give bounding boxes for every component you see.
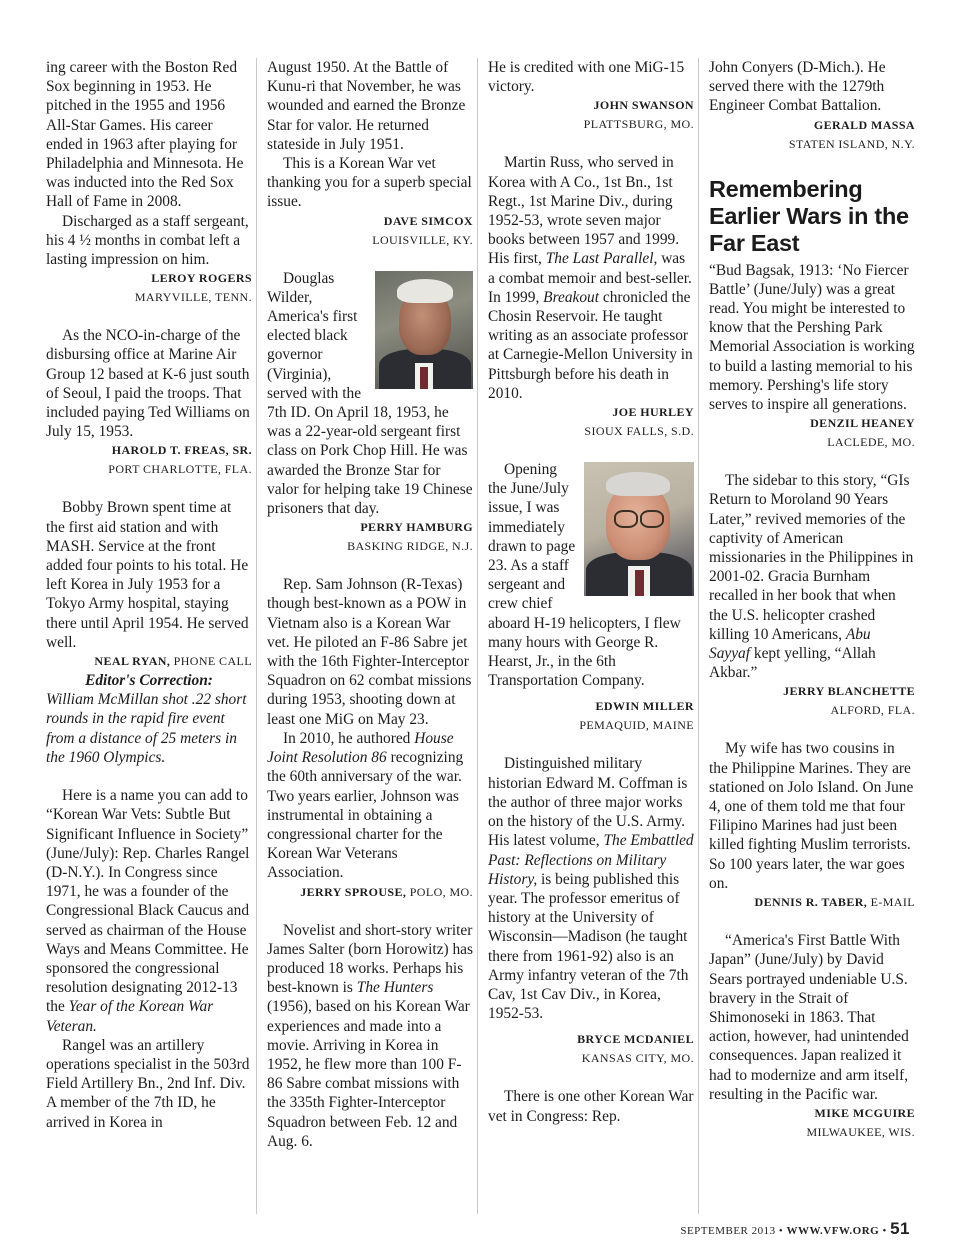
signature-name: NEAL RYAN, — [94, 654, 171, 669]
letter-signature — [46, 652, 252, 671]
letter-paragraph: “America's First Battle With Japan” (June/July) by David Sears portrayed undeniable U.S. bravery in the Strait of Shimonoseki in 1863. That action, however, had unintended consequences. Japan realized it had to modernize and arm itself, resulting in the Pacific war. — [709, 932, 909, 1103]
letter-location: PORT CHARLOTTE, FLA. — [108, 462, 252, 477]
letter-location: MARYVILLE, TENN. — [134, 290, 252, 305]
letter-signature: DENZIL HEANEY — [810, 416, 915, 431]
letter-location: LACLEDE, MO. — [827, 435, 915, 450]
signature-name: DENNIS R. TABER, — [754, 895, 868, 910]
signature-source: PHONE CALL — [173, 654, 252, 669]
letter-signature: JOHN SWANSON — [593, 98, 694, 113]
letter-location: BASKING RIDGE, N.J. — [347, 539, 473, 554]
letter-signature: HAROLD T. FREAS, SR. — [111, 443, 252, 458]
letter-paragraph: ing career with the Boston Red Sox beginning in 1953. He pitched in the 1955 and 1956 All-Star Games. His career ended in 1963 after playing for Philadelphia and Minnesota. He was inducted into the Red Sox Hall of Fame in 2008. — [46, 59, 244, 211]
letter-location: LOUISVILLE, KY. — [372, 232, 473, 247]
letter-signature: GERALD MASSA — [813, 117, 915, 132]
footer-separator: • — [778, 1225, 784, 1237]
footer-separator: • — [882, 1225, 887, 1237]
letter-paragraph: Bobby Brown spent time at the first aid station and with MASH. Service at the front added four points to his total. He left Korea in July 1953 for a Tokyo Army hospital, staying there until April 1954. He served well. — [46, 499, 249, 651]
letter-location: STATEN ISLAND, N.Y. — [788, 136, 915, 151]
letter-paragraph: Opening the June/July issue, I was immediately drawn to page 23. As a staff sergeant and crew chief aboard H-19 helicopters, I flew many hours with George R. Hearst, Jr., in the 6th Transportation Company. — [488, 461, 681, 690]
letter-paragraph: Douglas Wilder, America's first elected black governor (Virginia), served with the 7th ID. On April 18, 1953, he was a 22-year-old sergeant first class on Pork Chop Hill. He was awarded the Bronze Star for valor for helping take 19 Chinese prisoners that day. — [267, 269, 473, 518]
letter-paragraph: Novelist and short-story writer James Salter (born Horowitz) has produced 18 works. Perhaps his best-known is The Hunters (1956), based on his Korean War experiences and made into a movie. Arriving in Korea in 1952, he flew more than 100 F-86 Sabre combat missions with the 335th Fighter-Interceptor Squadron between Feb. 12 and Aug. 6. — [267, 921, 474, 1150]
column-divider — [256, 58, 257, 1214]
column-4 — [709, 58, 915, 1142]
letter-location: SIOUX FALLS, S.D. — [584, 424, 694, 439]
letter-paragraph: This is a Korean War vet thanking you for a superb special issue. — [267, 155, 472, 211]
letter-paragraph: In 2010, he authored House Joint Resolution 86 recognizing the 60th anniversary of the war. Two years earlier, Johnson was instrumental in obtaining a congressional charter for the Korean War Veterans Association. — [267, 729, 464, 882]
letter-signature — [709, 893, 915, 912]
letter-paragraph: He is credited with one MiG-15 victory. — [488, 59, 685, 96]
column-divider — [698, 58, 699, 1214]
page-footer — [680, 1219, 910, 1239]
letter-location: PLATTSBURG, MO. — [583, 117, 694, 132]
letter-paragraph: Distinguished military historian Edward M. Coffman is the author of three major works on the history of the U.S. Army. His latest volume, The Embattled Past: Reflections on Military History, is being published this year. The professor emeritus of history at the University of Wisconsin—Madison (he taught there from 1961-92) also is an Army infantry veteran of the 7th Cav, 1st Cav Div., in Korea, 1952-53. — [488, 755, 694, 1023]
letter-signature: JOE HURLEY — [612, 405, 694, 420]
letter-paragraph: Discharged as a staff sergeant, his 4 ½ months in combat left a lasting impression on him. — [46, 212, 249, 269]
letter-signature: EDWIN MILLER — [595, 699, 694, 714]
letter-paragraph: As the NCO-in-charge of the disbursing office at Marine Air Group 12 based at K-6 just south of Seoul, I paid the troops. That included paying Ted Williams on July 15, 1953. — [46, 327, 250, 441]
letter-signature: JERRY BLANCHETTE — [783, 684, 915, 699]
editor-correction-heading: Editor's Correction: — [85, 672, 213, 690]
column-2 — [267, 58, 473, 1151]
douglas-wilder-photo — [375, 271, 473, 389]
column-3 — [488, 58, 694, 1126]
letter-paragraph: My wife has two cousins in the Philippine Marines. They are stationed on Jolo Island. On June 4, one of them told me that four Filipino Marines had just been killed fighting Muslim terrorists. So 100 years later, the war goes on. — [709, 740, 914, 892]
letter-signature: DAVE SIMCOX — [383, 213, 473, 228]
letter-location: ALFORD, FLA. — [830, 703, 915, 718]
letter-paragraph: August 1950. At the Battle of Kunu-ri that November, he was wounded and earned the Bronze Star for valor. He returned stateside in July 1951. — [267, 59, 466, 153]
letter-paragraph: Rangel was an artillery operations specialist in the 503rd Field Artillery Bn., 2nd Inf. Div. A member of the 7th ID, he arrived in Korea in — [46, 1036, 250, 1131]
letter-signature: BRYCE MCDANIEL — [577, 1032, 694, 1047]
letter-paragraph: “Bud Bagsak, 1913: ‘No Fiercer Battle’ (June/July) was a great read. You might be interested to know that the Pershing Park Memorial Association is working to build a lasting memorial to his memory. Pershing's life story serves to inspire all generations. — [709, 261, 915, 414]
letter-signature: PERRY HAMBURG — [360, 520, 473, 535]
letter-paragraph: Martin Russ, who served in Korea with A Co., 1st Bn., 1st Regt., 1st Marine Div., during 1952-53, wrote seven major books between 1957 and 1999. His first, The Last Parallel, was a combat memoir and best-seller. In 1999, Breakout chronicled the Chosin Reservoir. He taught writing as an associate professor at Carnegie-Mellon University in Pittsburgh before his death in 2010. — [488, 154, 693, 402]
letter-location: KANSAS CITY, MO. — [581, 1051, 694, 1066]
letter-paragraph: Here is a name you can add to “Korean War Vets: Subtle But Significant Influence in Society” (June/July): Rep. Charles Rangel (D-N.Y.). In Congress since 1971, he was a founder of the Congressional Black Caucus and served as chairman of the House Ways and Means Committee. He sponsored the congressional resolution designating 2012-13 the Year of the Korean War Veteran. — [46, 787, 250, 1035]
signature-location: POLO, MO. — [409, 884, 473, 899]
page-number: 51 — [890, 1219, 910, 1238]
edwin-miller-photo — [584, 462, 694, 596]
letter-paragraph: There is one other Korean War vet in Congress: Rep. — [488, 1088, 694, 1125]
letter-signature: MIKE MCGUIRE — [814, 1105, 915, 1120]
column-divider — [477, 58, 478, 1214]
section-heading: Remembering Earlier Wars in the Far East — [709, 175, 909, 256]
column-1 — [46, 58, 252, 1132]
letter-paragraph: John Conyers (D-Mich.). He served there with the 1279th Engineer Combat Battalion. — [709, 59, 886, 115]
issue-date: SEPTEMBER 2013 — [680, 1225, 776, 1237]
website-url[interactable]: WWW.VFW.ORG — [786, 1225, 880, 1237]
editor-correction-body: William McMillan shot .22 short rounds in the rapid fire event from a distance of 25 meters in the 1960 Olympics. — [46, 691, 247, 766]
letter-location: MILWAUKEE, WIS. — [806, 1124, 915, 1139]
letter-location: PEMAQUID, MAINE — [579, 718, 694, 733]
letter-signature — [267, 883, 473, 902]
letter-signature: LEROY ROGERS — [151, 271, 252, 286]
signature-name: JERRY SPROUSE, — [300, 884, 407, 899]
signature-source: E-MAIL — [870, 895, 915, 910]
letter-paragraph: Rep. Sam Johnson (R-Texas) though best-known as a POW in Vietnam also is a Korean War vet. He piloted an F-86 Sabre jet with the 16th Fighter-Interceptor Squadron on 62 combat missions during 1953, shooting down at least one MiG on May 23. — [267, 576, 472, 728]
letter-paragraph: The sidebar to this story, “GIs Return to Moroland 90 Years Later,” revived memories of the captivity of American missionaries in the Philippines in 2001-02. Gracia Burnham recalled in her book that when the U.S. helicopter crashed killing 10 Americans, Abu Sayyaf kept yelling, “Allah Akbar.” — [709, 472, 914, 682]
